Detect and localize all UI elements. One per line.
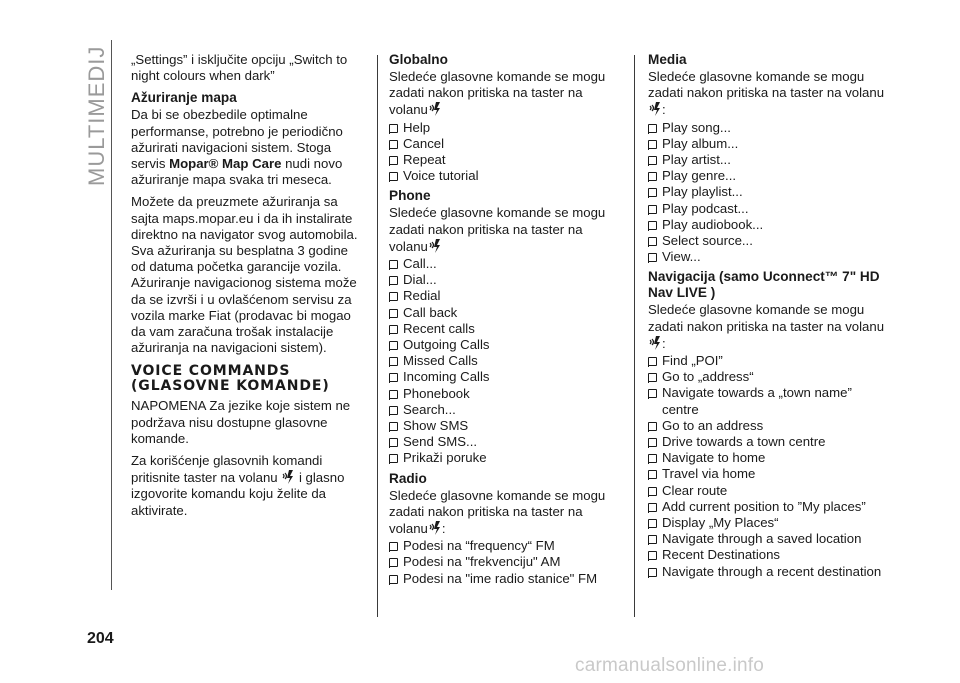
command-label: Play artist... <box>662 152 731 168</box>
phone-intro: Sledeće glasovne komande se mogu zadati nakon pritiska na taster na volanu <box>389 205 606 254</box>
bullet-icon <box>648 551 657 560</box>
command-item <box>389 402 619 418</box>
command-item <box>648 353 888 369</box>
command-item <box>648 418 888 434</box>
command-item <box>389 152 619 168</box>
bullet-icon <box>389 172 398 181</box>
navigation-command-list <box>648 353 888 580</box>
command-label: Call... <box>403 256 437 272</box>
section-rule <box>111 40 112 590</box>
note-paragraph: NAPOMENA Za jezike koje sistem ne podržava nisu dostupne glasovne komande. <box>131 398 351 446</box>
command-item <box>648 450 888 466</box>
command-label: Call back <box>403 304 458 320</box>
command-item <box>389 554 619 570</box>
command-item <box>389 168 619 184</box>
bullet-icon <box>389 438 398 447</box>
command-item <box>648 515 888 531</box>
command-item <box>389 434 619 450</box>
bullet-icon <box>648 253 657 262</box>
bullet-icon <box>648 205 657 214</box>
bullet-icon <box>648 519 657 528</box>
command-item <box>389 386 619 402</box>
command-item <box>389 450 619 466</box>
voice-button-icon <box>649 335 662 351</box>
map-care-paragraph: Da bi se obezbedile optimalne performanse, potrebno je periodično ažurirati navigacioni sistem. Stoga servis Mopar® Map Care nudi novo ažuriranje mapa svaka tri meseca. <box>131 107 343 188</box>
command-label: Travel via home <box>662 466 756 482</box>
bullet-icon <box>389 309 398 318</box>
bullet-icon <box>648 221 657 230</box>
bullet-icon <box>389 454 398 463</box>
page-number: 204 <box>87 630 114 647</box>
command-label: Podesi na “frequency“ FM <box>403 538 555 554</box>
column-divider-1 <box>377 55 378 617</box>
bullet-icon <box>389 406 398 415</box>
command-label: Clear route <box>662 482 728 498</box>
bullet-icon <box>389 292 398 301</box>
settings-paragraph: „Settings” i isključite opciju „Switch to night colours when dark” <box>131 52 348 84</box>
command-label: Outgoing Calls <box>403 337 490 353</box>
command-label: Podesi na "ime radio stanice" FM <box>403 570 598 586</box>
bullet-icon <box>648 487 657 496</box>
bullet-icon <box>648 172 657 181</box>
command-label: Navigate through a saved location <box>662 531 862 547</box>
command-item <box>648 531 888 547</box>
command-label: Recent Destinations <box>662 547 781 563</box>
voice-button-icon <box>282 469 295 485</box>
bullet-icon <box>648 389 657 398</box>
command-item <box>389 337 619 353</box>
bullet-icon <box>389 140 398 149</box>
bullet-icon <box>648 373 657 382</box>
command-label: Redial <box>403 288 441 304</box>
media-intro: Sledeće glasovne komande se mogu zadati nakon pritiska na taster na volanu: <box>648 69 885 118</box>
mopar-map-care: Mopar® Map Care <box>169 156 282 172</box>
command-item <box>648 499 888 515</box>
command-label: Add current position to ”My places” <box>662 498 866 514</box>
command-label: Dial... <box>403 272 437 288</box>
command-item <box>389 272 619 288</box>
bullet-icon <box>389 276 398 285</box>
command-label: Select source... <box>662 233 753 249</box>
bullet-icon <box>389 542 398 551</box>
command-label: Help <box>403 119 431 135</box>
command-label: Incoming Calls <box>403 369 490 385</box>
command-label: Drive towards a town centre <box>662 434 826 450</box>
command-label: Repeat <box>403 152 446 168</box>
command-item <box>389 538 619 554</box>
command-label: Podesi na "frekvenciju" AM <box>403 554 561 570</box>
command-label: Play album... <box>662 135 739 151</box>
heading-media: Media <box>648 52 687 67</box>
command-label: Play song... <box>662 119 731 135</box>
radio-intro: Sledeće glasovne komande se mogu zadati nakon pritiska na taster na volanu : <box>389 487 606 537</box>
command-item <box>648 466 888 482</box>
bullet-icon <box>389 390 398 399</box>
command-label: Play playlist... <box>662 184 743 200</box>
bullet-icon <box>389 156 398 165</box>
bullet-icon <box>648 454 657 463</box>
command-item <box>648 483 888 499</box>
column-right <box>648 52 888 584</box>
command-item <box>648 184 888 200</box>
command-label: Go to an address <box>662 417 764 433</box>
bullet-icon <box>389 373 398 382</box>
command-label: Navigate towards a „town name” centre <box>662 385 852 417</box>
bullet-icon <box>648 156 657 165</box>
command-item <box>648 201 888 217</box>
command-label: Play podcast... <box>662 200 749 216</box>
command-label: Find „POI” <box>662 353 723 369</box>
bullet-icon <box>648 357 657 366</box>
command-label: Search... <box>403 401 456 417</box>
command-item <box>648 217 888 233</box>
heading-navigation: Navigacija (samo Uconnect™ 7" HD Nav LIVE ) <box>648 269 880 301</box>
bullet-icon <box>648 422 657 431</box>
command-item <box>389 571 619 587</box>
command-label: Go to „address“ <box>662 369 754 385</box>
voice-usage-paragraph: Za korišćenje glasovnih komandi pritisnite taster na volanu i glasno izgovorite komandu koju želite da aktivirate. <box>131 453 345 518</box>
command-item <box>389 305 619 321</box>
voice-button-icon <box>429 520 442 536</box>
command-item <box>389 288 619 304</box>
bullet-icon <box>389 575 398 584</box>
command-item <box>648 136 888 152</box>
download-paragraph: Možete da preuzmete ažuriranja sa sajta maps.mopar.eu i da ih instalirate direktno na navigator svog automobila. Sva ažuriranja su besplatna 3 godine od datuma početka garancije vozila. Ažuriranje navigacionog sistema može da se izvrši i u ovlašćenom servisu za vozila marke Fiat (prodavac bi mogao da vam zaračuna trošak instalacije ažuriranja na navigacioni sistem). <box>131 194 358 356</box>
bullet-icon <box>389 260 398 269</box>
heading-voice-commands: VOICE COMMANDS (GLASOVNE KOMANDE) <box>131 363 330 395</box>
command-item <box>648 152 888 168</box>
bullet-icon <box>389 357 398 366</box>
command-item <box>389 256 619 272</box>
global-intro: Sledeće glasovne komande se mogu zadati nakon pritiska na taster na volanu <box>389 69 606 118</box>
command-item <box>389 120 619 136</box>
bullet-icon <box>648 140 657 149</box>
command-item <box>648 249 888 265</box>
heading-phone: Phone <box>389 188 431 204</box>
bullet-icon <box>648 237 657 246</box>
command-label: Navigate to home <box>662 450 766 466</box>
heading-global: Globalno <box>389 52 448 67</box>
watermark: carmanualsonline.info <box>575 655 765 676</box>
voice-button-icon <box>429 101 442 117</box>
command-label: Recent calls <box>403 320 475 336</box>
bullet-icon <box>389 124 398 133</box>
command-label: Missed Calls <box>403 353 478 369</box>
command-item <box>648 120 888 136</box>
command-item <box>648 434 888 450</box>
command-label: Play genre... <box>662 168 737 184</box>
command-item <box>389 369 619 385</box>
command-label: Send SMS... <box>403 434 478 450</box>
command-item <box>648 233 888 249</box>
command-item <box>389 321 619 337</box>
bullet-icon <box>648 568 657 577</box>
bullet-icon <box>648 535 657 544</box>
command-item <box>648 369 888 385</box>
command-item <box>389 418 619 434</box>
global-command-list <box>389 120 619 185</box>
bullet-icon <box>648 188 657 197</box>
bullet-icon <box>389 341 398 350</box>
command-label: Play audiobook... <box>662 216 764 232</box>
command-label: Cancel <box>403 135 445 151</box>
column-middle <box>389 52 619 591</box>
heading-radio: Radio <box>389 470 427 486</box>
command-item <box>648 385 888 417</box>
command-label: Prikaži poruke <box>403 450 487 466</box>
radio-command-list <box>389 538 619 587</box>
bullet-icon <box>389 422 398 431</box>
command-label: View... <box>662 249 701 265</box>
heading-map-update: Ažuriranje mapa <box>131 90 237 106</box>
command-item <box>648 168 888 184</box>
command-item <box>389 136 619 152</box>
section-title: MULTIMEDIJ <box>84 45 109 186</box>
media-command-list <box>648 120 888 266</box>
phone-command-list <box>389 256 619 467</box>
bullet-icon <box>648 470 657 479</box>
command-item <box>648 564 888 580</box>
voice-button-icon <box>649 101 662 117</box>
command-label: Show SMS <box>403 418 469 434</box>
command-label: Voice tutorial <box>403 168 479 184</box>
command-item <box>389 353 619 369</box>
voice-button-icon <box>429 238 442 254</box>
bullet-icon <box>648 503 657 512</box>
bullet-icon <box>648 124 657 133</box>
column-left <box>131 52 366 525</box>
navigation-intro: Sledeće glasovne komande se mogu zadati nakon pritiska na taster na volanu: <box>648 302 885 351</box>
bullet-icon <box>389 558 398 567</box>
command-label: Navigate through a recent destination <box>662 563 882 579</box>
command-item <box>648 547 888 563</box>
command-label: Display „My Places“ <box>662 515 779 531</box>
bullet-icon <box>389 325 398 334</box>
column-divider-2 <box>634 55 635 617</box>
command-label: Phonebook <box>403 385 470 401</box>
bullet-icon <box>648 438 657 447</box>
